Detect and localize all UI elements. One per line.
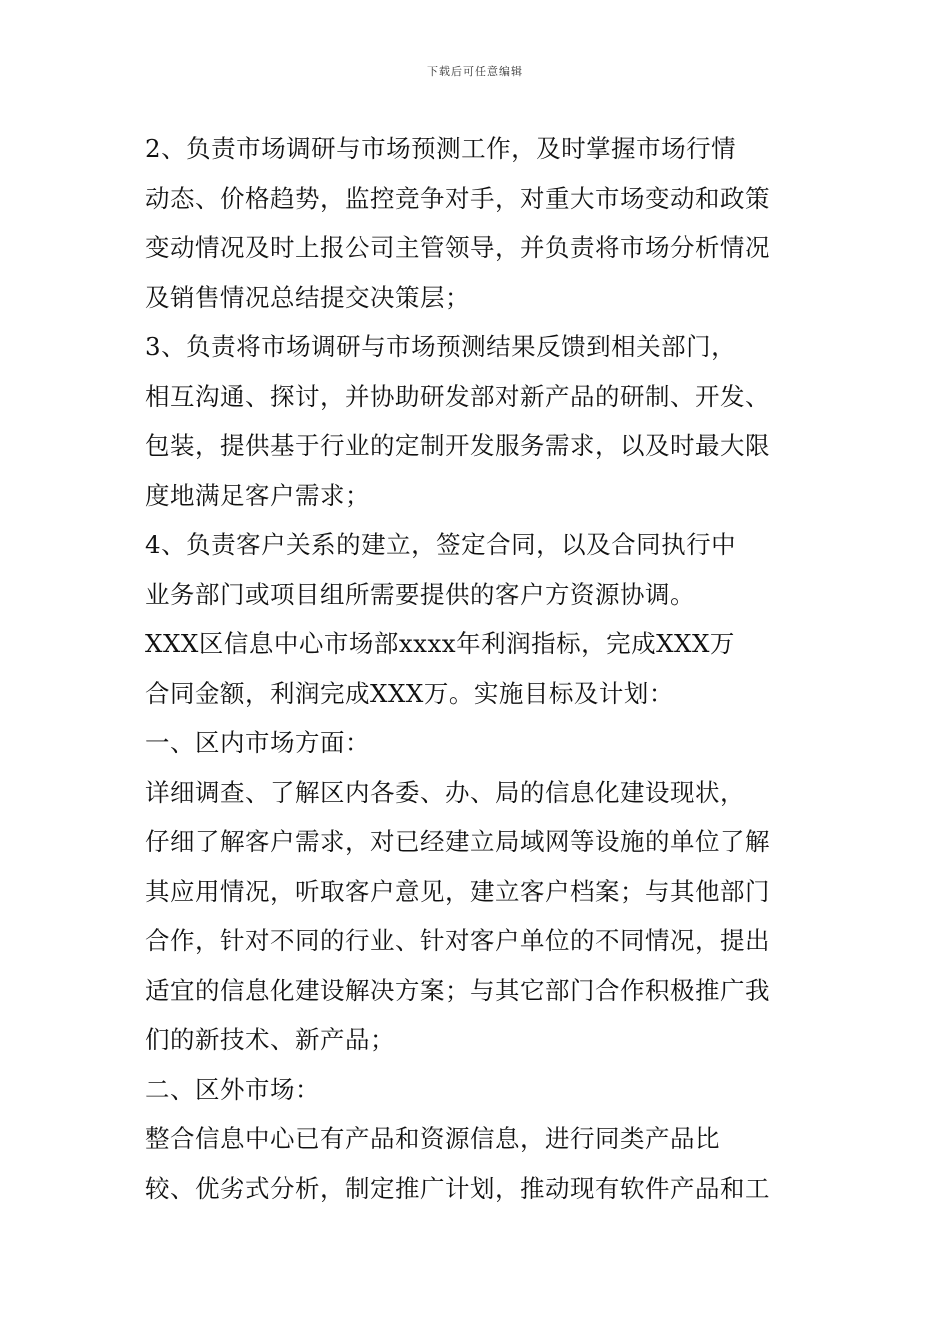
paragraph bbox=[145, 718, 815, 768]
text-line: 较、优劣式分析，制定推广计划，推动现有软件产品和工 bbox=[145, 1173, 770, 1203]
paragraph bbox=[145, 322, 815, 520]
text-line: 二、区外市场： bbox=[145, 1074, 320, 1104]
paragraph bbox=[145, 768, 815, 1065]
text-line: 合同金额，利润完成XXX万。实施目标及计划： bbox=[145, 678, 674, 708]
document-body bbox=[145, 124, 815, 1213]
text-line: 包装，提供基于行业的定制开发服务需求，以及时最大限 bbox=[145, 431, 770, 460]
text-line: 相互沟通、探讨，并协助研发部对新产品的研制、开发、 bbox=[145, 381, 770, 411]
paragraph bbox=[145, 1114, 815, 1213]
text-line: 2、负责市场调研与市场预测工作，及时掌握市场行情 bbox=[145, 134, 737, 163]
text-line: 3、负责将市场调研与市场预测结果反馈到相关部门， bbox=[145, 332, 737, 361]
text-line: 变动情况及时上报公司主管领导，并负责将市场分析情况 bbox=[145, 233, 770, 262]
text-line: 业务部门或项目组所需要提供的客户方资源协调。 bbox=[145, 579, 695, 609]
text-line: 仔细了解客户需求，对已经建立局域网等设施的单位了解 bbox=[145, 827, 770, 856]
text-line: 4、负责客户关系的建立，签定合同，以及合同执行中 bbox=[145, 530, 737, 559]
text-line: 适宜的信息化建设解决方案；与其它部门合作积极推广我 bbox=[145, 975, 770, 1005]
page-header: 下载后可任意编辑 bbox=[427, 65, 523, 78]
paragraph bbox=[145, 520, 815, 619]
paragraph bbox=[145, 619, 815, 718]
paragraph bbox=[145, 124, 815, 322]
text-line: 整合信息中心已有产品和资源信息，进行同类产品比 bbox=[145, 1124, 720, 1153]
text-line: 度地满足客户需求； bbox=[145, 480, 370, 510]
text-line: 其应用情况，听取客户意见，建立客户档案；与其他部门 bbox=[145, 876, 770, 906]
text-line: 合作，针对不同的行业、针对客户单位的不同情况，提出 bbox=[145, 926, 770, 955]
text-line: 们的新技术、新产品； bbox=[145, 1025, 395, 1054]
text-line: XXX区信息中心市场部xxxx年利润指标，完成XXX万 bbox=[145, 629, 735, 658]
paragraph bbox=[145, 1065, 815, 1115]
text-line: 详细调查、了解区内各委、办、局的信息化建设现状， bbox=[145, 777, 745, 807]
text-line: 及销售情况总结提交决策层； bbox=[145, 282, 470, 312]
text-line: 动态、价格趋势，监控竞争对手，对重大市场变动和政策 bbox=[145, 183, 770, 213]
text-line: 一、区内市场方面： bbox=[145, 728, 370, 757]
